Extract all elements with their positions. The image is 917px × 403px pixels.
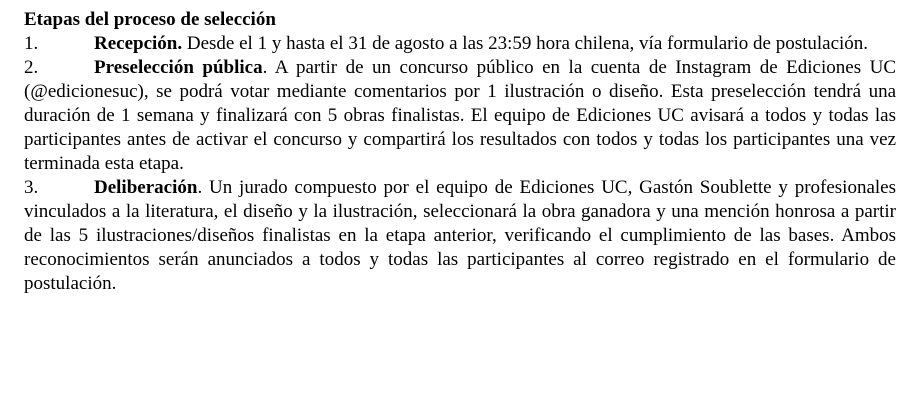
stage-description: . Un jurado compuesto por el equipo de Ediciones UC, Gastón Soublette y profesionales vinculados a la literatura, el diseño y la ilustración, seleccionará la obra ganadora y una mención honrosa a partir de las 5 ilustraciones/diseños finalistas en la etapa anterior, verificando el cumplimiento de las bases. Ambos reconocimientos serán anunciados a todos y todas las participantes al correo registrado en el formulario de postulación.: [24, 177, 896, 294]
document-body: [24, 8, 896, 296]
stage-term: Recepción.: [94, 33, 183, 54]
stage-number: 1.: [24, 33, 39, 54]
stage-term: Preselección pública: [94, 57, 263, 78]
stage-number: 2.: [24, 57, 39, 78]
stage-item-recepcion: [24, 32, 896, 56]
stage-description: Desde el 1 y hasta el 31 de agosto a las 23:59 hora chilena, vía formulario de postulación.: [182, 33, 869, 54]
stage-term: Deliberación: [94, 177, 198, 198]
section-heading: Etapas del proceso de selección: [24, 9, 276, 30]
stage-number: 3.: [24, 177, 39, 198]
stage-item-deliberacion: [24, 176, 896, 296]
stage-item-preseleccion: [24, 56, 896, 176]
stage-description: . A partir de un concurso público en la cuenta de Instagram de Ediciones UC (@edicionesuc), se podrá votar mediante comentarios por 1 ilustración o diseño. Esta preselección tendrá una duración de 1 semana y finalizará con 5 obras finalistas. El equipo de Ediciones UC avisará a todos y todas las participantes antes de activar el concurso y compartirá los resultados con todos y todas los participantes una vez terminada esta etapa.: [24, 57, 896, 174]
